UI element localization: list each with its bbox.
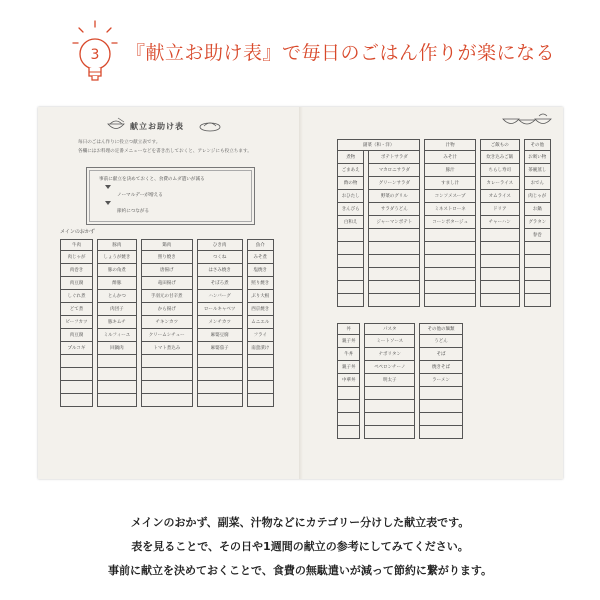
table-row	[337, 242, 551, 255]
table-cell: 炊き込みご飯	[480, 151, 520, 164]
table-row	[337, 374, 463, 387]
table-row	[60, 251, 274, 264]
table-cell: グリーンサラダ	[368, 177, 420, 190]
table-cell	[364, 400, 415, 413]
table-cell: みそ汁	[424, 151, 476, 164]
table-cell: 回鍋肉	[97, 342, 137, 355]
table-row	[60, 368, 274, 381]
intro-line: 各欄にはお料理の定番メニューなどを書き出しておくと、アレンジにも役立ちます。	[78, 149, 252, 154]
table-cell: きんぴら	[337, 203, 364, 216]
table-cell	[97, 381, 137, 394]
table-cell	[337, 426, 360, 439]
column-header: その他	[524, 139, 551, 151]
table-row	[60, 316, 274, 329]
table-cell: チャーハン	[480, 216, 520, 229]
table-cell	[368, 268, 420, 281]
table-cell	[419, 400, 463, 413]
right-page	[303, 107, 563, 479]
table-cell: 肉豆腐	[60, 277, 93, 290]
table-cell	[364, 387, 415, 400]
table-cell: ラーメン	[419, 374, 463, 387]
table-cell	[247, 355, 274, 368]
headline: 『献立お助け表』で毎日のごはん作りが楽になる	[126, 42, 556, 64]
table-cell	[337, 294, 364, 307]
table-cell: ムニエル	[247, 316, 274, 329]
table-cell	[368, 281, 420, 294]
table-row	[337, 426, 463, 439]
left-page	[38, 107, 300, 479]
table-cell: ミートソース	[364, 335, 415, 348]
table-cell	[97, 368, 137, 381]
table-cell: 塩焼き	[247, 264, 274, 277]
table-cell: 肉じゃが	[60, 251, 93, 264]
table-cell	[141, 394, 193, 407]
column-header: その他の麺類	[419, 323, 463, 335]
table-cell	[337, 413, 360, 426]
table-row	[337, 229, 551, 242]
table-cell: 野菜のグリル	[368, 190, 420, 203]
table-cell	[337, 387, 360, 400]
table-row	[337, 361, 463, 374]
lightbulb-icon	[70, 18, 120, 88]
menu-planner-spread	[38, 107, 563, 479]
table-cell	[197, 368, 243, 381]
table-cell	[419, 413, 463, 426]
table-row	[60, 355, 274, 368]
table-cell: どて煮	[60, 303, 93, 316]
table-cell	[524, 294, 551, 307]
table-cell	[247, 381, 274, 394]
table-cell: 照り焼き	[247, 277, 274, 290]
table-cell	[524, 281, 551, 294]
table-cell: ドリア	[480, 203, 520, 216]
table-cell: ちらし寿司	[480, 164, 520, 177]
bowls-icon	[501, 111, 553, 129]
table-cell: グラタン	[524, 216, 551, 229]
table-cell: ハンバーグ	[197, 290, 243, 303]
table-cell: プルコギ	[60, 342, 93, 355]
table-cell: 春巻	[524, 229, 551, 242]
table-cell	[424, 242, 476, 255]
table-cell	[60, 381, 93, 394]
table-row	[60, 381, 274, 394]
table-cell: 親子丼	[337, 361, 360, 374]
table-cell: 南蛮漬け	[247, 342, 274, 355]
header	[0, 0, 600, 90]
table-cell	[337, 242, 364, 255]
table-cell: しぐれ煮	[60, 290, 93, 303]
table-row	[337, 413, 463, 426]
table-cell: マカロニサラダ	[368, 164, 420, 177]
table-cell	[247, 368, 274, 381]
table-row	[337, 177, 551, 190]
table-cell: とんかつ	[97, 290, 137, 303]
table-cell: 酢の物	[337, 177, 364, 190]
table-cell: 茶碗蒸し	[524, 164, 551, 177]
table-row	[337, 151, 551, 164]
caption-line: 表を見ることで、その日や1週間の献立の参考にしてみてください。	[131, 540, 469, 553]
rice-bowl-icon	[106, 117, 126, 133]
table-cell: ポテトサラダ	[368, 151, 420, 164]
table-cell: ビーフカツ	[60, 316, 93, 329]
table-row	[337, 190, 551, 203]
table-cell	[368, 242, 420, 255]
intro-line: 毎日のごはん作りに役立つ献立表です。	[78, 140, 161, 145]
table-row	[60, 342, 274, 355]
table-cell: お鍋	[524, 203, 551, 216]
table-cell: ごまあえ	[337, 164, 364, 177]
table-row	[60, 329, 274, 342]
column-header: 丼	[337, 323, 360, 335]
table-cell	[424, 281, 476, 294]
table-cell	[337, 255, 364, 268]
table-cell: すまし汁	[424, 177, 476, 190]
table-cell	[364, 413, 415, 426]
table-cell: 豚キムチ	[97, 316, 137, 329]
caption-line: メインのおかず、副菜、汁物などにカテゴリー分けした献立表です。	[130, 516, 470, 529]
table-row	[337, 400, 463, 413]
table-row	[337, 387, 463, 400]
table-row	[337, 216, 551, 229]
table-cell: フライ	[247, 329, 274, 342]
table-cell: 肉団子	[97, 303, 137, 316]
table-cell: 白和え	[337, 216, 364, 229]
column-header: ひき肉	[197, 239, 243, 251]
table-cell	[337, 400, 360, 413]
step-number: 3	[90, 47, 100, 63]
table-cell	[97, 394, 137, 407]
table-cell: 親子丼	[337, 335, 360, 348]
table-cell: 明太子	[364, 374, 415, 387]
table-cell: そば	[419, 348, 463, 361]
table-cell	[97, 355, 137, 368]
table-row	[337, 335, 463, 348]
table-cell: カレーライス	[480, 177, 520, 190]
table-cell	[247, 394, 274, 407]
table-cell: 酢豚	[97, 277, 137, 290]
flow-step: ノーマルデーが増える	[117, 193, 163, 198]
column-header: 副菜（和・洋）	[337, 139, 420, 151]
table-cell	[368, 255, 420, 268]
flow-box	[86, 167, 255, 225]
table-cell: 煮物	[337, 151, 364, 164]
table-cell: おひたし	[337, 190, 364, 203]
table-row	[60, 394, 274, 407]
table-row	[60, 290, 274, 303]
table-cell	[60, 355, 93, 368]
table-cell	[60, 394, 93, 407]
table-cell: 手羽元の甘辛煮	[141, 290, 193, 303]
table-cell: 麻婆豆腐	[197, 329, 243, 342]
dish-icon	[198, 117, 222, 133]
table-cell	[337, 229, 364, 242]
table-cell: みそ煮	[247, 251, 274, 264]
table-cell	[197, 394, 243, 407]
table-cell: 肉豆腐	[60, 329, 93, 342]
table-cell: 焼きそば	[419, 361, 463, 374]
table-cell	[524, 242, 551, 255]
table-cell: はさみ焼き	[197, 264, 243, 277]
table-cell	[480, 255, 520, 268]
table-cell: コーンポタージュ	[424, 216, 476, 229]
table-cell: ペペロンチーノ	[364, 361, 415, 374]
flow-step: 節約につながる	[117, 209, 150, 214]
table-cell: サラダうどん	[368, 203, 420, 216]
table-cell	[141, 368, 193, 381]
flow-step: 事前に献立を決めておくと、食費のムダ遣いが減る	[99, 177, 205, 182]
table-cell: つくね	[197, 251, 243, 264]
section-label: メインのおかず	[60, 229, 95, 235]
arrow-down-icon	[105, 185, 111, 189]
table-cell	[197, 355, 243, 368]
table-cell: そぼろ煮	[197, 277, 243, 290]
table-row	[60, 303, 274, 316]
table-cell: 竜田揚げ	[141, 277, 193, 290]
table-cell	[419, 387, 463, 400]
table-cell	[368, 229, 420, 242]
table-cell: おでん	[524, 177, 551, 190]
table-cell: チキンカツ	[141, 316, 193, 329]
column-header: 豚肉	[97, 239, 137, 251]
table-cell: ロールキャベツ	[197, 303, 243, 316]
table-cell	[364, 426, 415, 439]
table-cell: オムライス	[480, 190, 520, 203]
table-cell: お吸い物	[524, 151, 551, 164]
table-cell: うどん	[419, 335, 463, 348]
column-header: 魚介	[247, 239, 274, 251]
table-row	[60, 264, 274, 277]
table-row	[337, 268, 551, 281]
noodle-table	[333, 323, 467, 439]
table-cell	[524, 268, 551, 281]
table-cell	[368, 294, 420, 307]
table-cell	[197, 381, 243, 394]
table-cell: ジャーマンポテト	[368, 216, 420, 229]
side-dish-table	[333, 139, 555, 307]
table-cell: 麻婆茄子	[197, 342, 243, 355]
column-header: 牛肉	[60, 239, 93, 251]
page-title: 献立お助け表	[130, 122, 184, 131]
table-cell: ナポリタン	[364, 348, 415, 361]
table-cell: 豚汁	[424, 164, 476, 177]
table-cell: 肉巻き	[60, 264, 93, 277]
table-cell: 照り焼き	[141, 251, 193, 264]
table-row	[337, 348, 463, 361]
arrow-down-icon	[105, 201, 111, 205]
table-cell	[419, 426, 463, 439]
table-cell: ミネストローネ	[424, 203, 476, 216]
table-cell	[480, 229, 520, 242]
table-cell: クリームシチュー	[141, 329, 193, 342]
intro-text	[78, 138, 298, 156]
table-cell	[480, 242, 520, 255]
table-cell	[141, 381, 193, 394]
table-cell: 唐揚げ	[141, 264, 193, 277]
column-header: ご飯もの	[480, 139, 520, 151]
column-header: 汁物	[424, 139, 476, 151]
table-cell: トマト煮込み	[141, 342, 193, 355]
table-cell	[424, 294, 476, 307]
table-cell	[424, 229, 476, 242]
table-cell: 肉じゃが	[524, 190, 551, 203]
column-header: パスタ	[364, 323, 415, 335]
table-cell: しょうが焼き	[97, 251, 137, 264]
table-cell	[60, 368, 93, 381]
table-row	[337, 255, 551, 268]
table-cell: から揚げ	[141, 303, 193, 316]
table-cell: メンチカツ	[197, 316, 243, 329]
table-cell	[337, 268, 364, 281]
caption-line: 事前に献立を決めておくことで、食費の無駄遣いが減って節約に繋がります。	[108, 564, 492, 577]
table-row	[60, 277, 274, 290]
table-cell	[524, 255, 551, 268]
table-cell	[480, 281, 520, 294]
table-cell: コンソメスープ	[424, 190, 476, 203]
table-cell: 豚の角煮	[97, 264, 137, 277]
table-cell: ミルフィーユ	[97, 329, 137, 342]
main-dish-table	[56, 239, 278, 407]
table-cell	[424, 268, 476, 281]
table-cell: 西京焼き	[247, 303, 274, 316]
table-row	[337, 294, 551, 307]
table-row	[337, 281, 551, 294]
column-header: 鶏肉	[141, 239, 193, 251]
table-cell	[480, 294, 520, 307]
table-row	[337, 203, 551, 216]
table-cell	[480, 268, 520, 281]
table-cell	[424, 255, 476, 268]
table-cell: ぶり大根	[247, 290, 274, 303]
table-cell: 中華丼	[337, 374, 360, 387]
table-cell: 牛丼	[337, 348, 360, 361]
table-cell	[141, 355, 193, 368]
table-cell	[337, 281, 364, 294]
table-row	[337, 164, 551, 177]
